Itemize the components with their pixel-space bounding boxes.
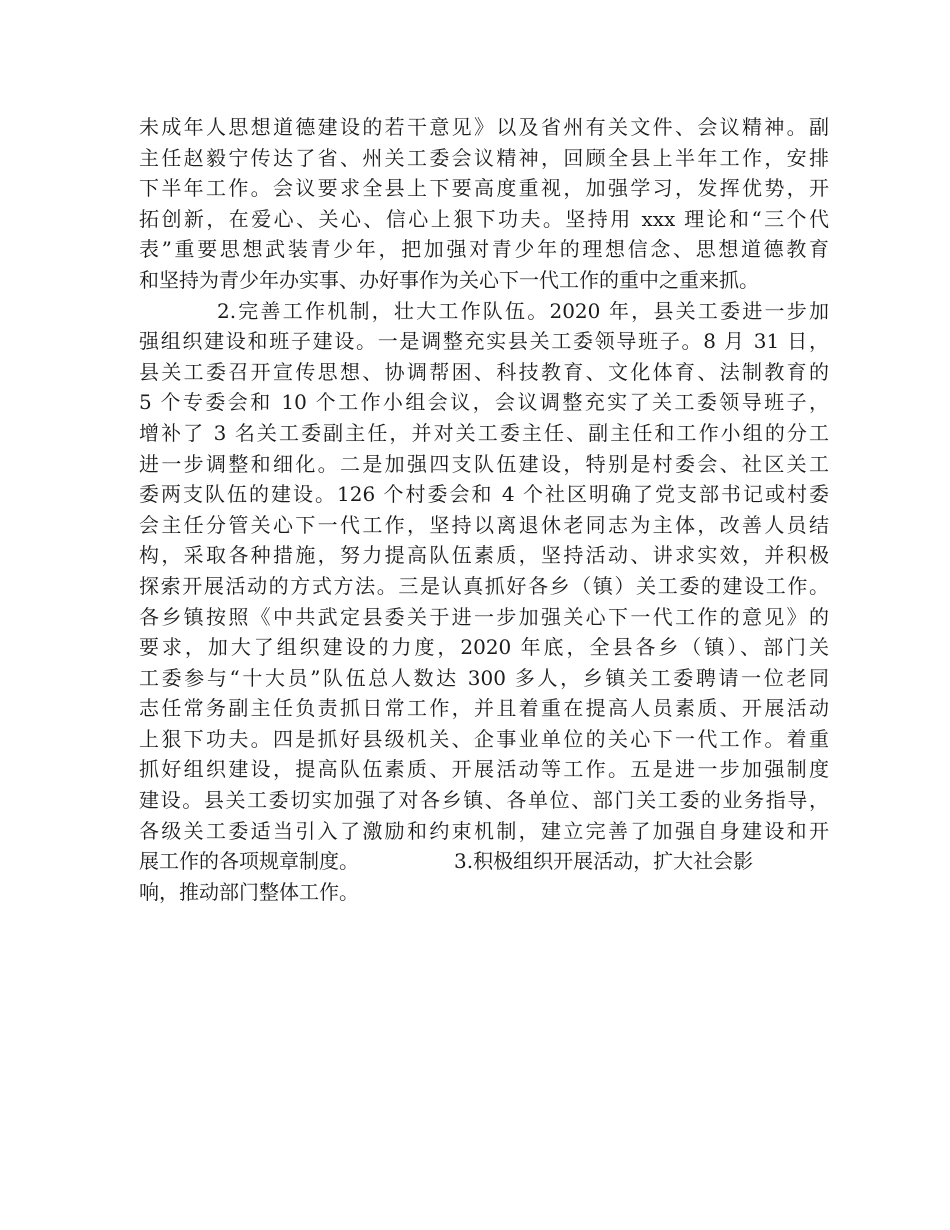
section-heading-text: 3.积极组织开展活动，扩大社会影 [454,849,754,874]
text-line: 各级关工委适当引入了激励和约束机制，建立完善了加强自身建设和开 [139,818,829,843]
text-line: 进一步调整和细化。二是加强四支队伍建设，特别是村委会、社区关工 [139,451,829,476]
text-line: 强组织建设和班子建设。一是调整充实县关工委领导班子。8 月 31 日， [139,329,829,354]
text-line: 工委参与“十大员”队伍总人数达 300 多人，乡镇关工委聘请一位老同 [139,665,829,690]
text-line: 增补了 3 名关工委副主任，并对关工委主任、副主任和工作小组的分工 [139,420,829,445]
text-line: 各乡镇按照《中共武定县委关于进一步加强关心下一代工作的意见》的 [139,604,829,629]
document-body [139,112,829,907]
text-line: 探索开展活动的方式方法。三是认真抓好各乡（镇）关工委的建设工作。 [139,573,829,598]
text-line: 会主任分管关心下一代工作，坚持以离退休老同志为主体，改善人员结 [139,512,829,537]
text-line: 下半年工作。会议要求全县上下要高度重视，加强学习，发挥优势，开 [139,176,829,201]
text-line: 县关工委召开宣传思想、协调帮困、科技教育、文化体育、法制教育的 [139,359,829,384]
section-heading-line: 2.完善工作机制，壮大工作队伍。2020 年，县关工委进一步加 [217,298,829,323]
paragraph-end-text: 展工作的各项规章制度。 [139,849,359,874]
text-line: 上狠下功夫。四是抓好县级机关、企事业单位的关心下一代工作。着重 [139,726,829,751]
text-line: 建设。县关工委切实加强了对各乡镇、各单位、部门关工委的业务指导， [139,788,829,813]
text-line: 志任常务副主任负责抓日常工作，并且着重在提高人员素质、开展活动 [139,696,829,721]
text-line: 要求，加大了组织建设的力度，2020 年底，全县各乡（镇）、部门关 [139,635,829,660]
text-line: 拓创新，在爱心、关心、信心上狠下功夫。坚持用 xxx 理论和“三个代 [139,206,829,231]
text-line: 主任赵毅宁传达了省、州关工委会议精神，回顾全县上半年工作，安排 [139,145,829,170]
text-line: 表”重要思想武装青少年，把加强对青少年的理想信念、思想道德教育 [139,237,829,262]
text-line [139,846,829,877]
text-line: 和坚持为青少年办实事、办好事作为关心下一代工作的重中之重来抓。 [139,267,759,292]
text-line: 委两支队伍的建设。126 个村委会和 4 个社区明确了党支部书记或村委 [139,482,829,507]
text-line: 未成年人思想道德建设的若干意见》以及省州有关文件、会议精神。副 [139,115,829,139]
text-line: 响，推动部门整体工作。 [139,879,359,904]
text-line: 5 个专委会和 10 个工作小组会议，会议调整充实了关工委领导班子， [139,390,829,415]
text-line: 构，采取各种措施，努力提高队伍素质，坚持活动、讲求实效，并积极 [139,543,829,568]
text-line: 抓好组织建设，提高队伍素质、开展活动等工作。五是进一步加强制度 [139,757,829,782]
